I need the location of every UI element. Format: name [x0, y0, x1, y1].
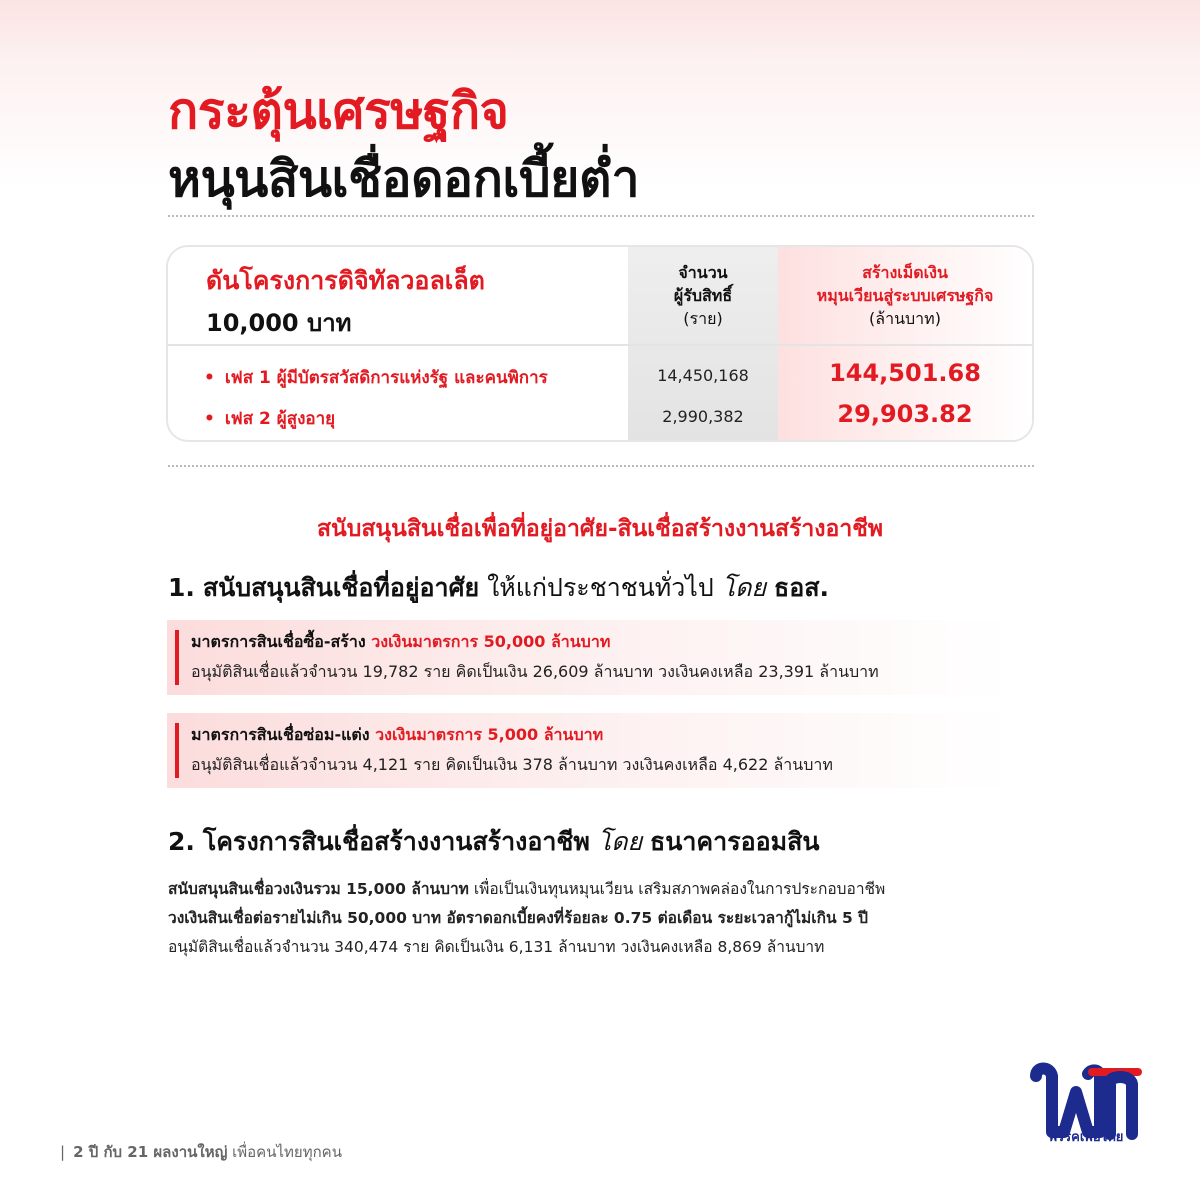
item2-title: โครงการสินเชื่อสร้างงานสร้างอาชีพ: [202, 827, 590, 856]
table-row-label: [204, 405, 335, 432]
item1-by: โดย: [721, 573, 767, 602]
item1-target: ให้แก่ประชาชนทั่วไป: [487, 573, 714, 602]
measure-title: [191, 723, 603, 748]
phase2-recipients: 2,990,382: [662, 407, 744, 426]
item2-approved: อนุมัติสินเชื่อแล้วจำนวน 340,474 ราย คิดเป็นเงิน 6,131 ล้านบาท วงเงินคงเหลือ 8,869 ล้านบาท: [168, 938, 825, 956]
item2-paragraph-1: [168, 876, 885, 901]
recipients-header: [628, 261, 778, 330]
footer-separator: |: [60, 1143, 66, 1161]
item1-number: 1.: [168, 573, 195, 602]
footer-tagline: เพื่อคนไทยทุกคน: [232, 1143, 342, 1161]
accent-bar: [175, 630, 179, 685]
measure-name: มาตรการสินเชื่อซ่อม-แต่ง: [191, 725, 370, 744]
page-title-line2: หนุนสินเชื่อดอกเบี้ยต่ำ: [168, 150, 640, 208]
page-title-line1: กระตุ้นเศรษฐกิจ: [168, 82, 509, 140]
wallet-table-subtitle: 10,000 บาท: [206, 309, 352, 337]
footer: [60, 1140, 342, 1164]
amount-header: [778, 261, 1032, 330]
accent-bar: [175, 723, 179, 778]
recipients-header-unit: (ราย): [683, 309, 723, 328]
table-header-divider: [168, 344, 1032, 346]
phase1-amount: 144,501.68: [829, 359, 981, 387]
item2-org: ธนาคารออมสิน: [650, 827, 820, 856]
measure-name: มาตรการสินเชื่อซื้อ-สร้าง: [191, 632, 366, 651]
wallet-table: [166, 245, 1034, 442]
phase2-label: เฟส 2 ผู้สูงอายุ: [224, 409, 336, 429]
dotted-divider: [168, 465, 1034, 467]
measure-budget: วงเงินมาตรการ 50,000 ล้านบาท: [371, 632, 611, 651]
item2-purpose: เพื่อเป็นเงินทุนหมุนเวียน เสริมสภาพคล่องในการประกอบอาชีพ: [473, 880, 886, 898]
bullet-icon: •: [204, 368, 215, 388]
recipients-header-line1: จำนวน: [678, 263, 728, 282]
table-row-label: [204, 364, 548, 391]
footer-campaign: 2 ปี กับ 21 ผลงานใหญ่: [73, 1143, 228, 1161]
amount-header-unit: (ล้านบาท): [869, 309, 941, 328]
measure-detail: อนุมัติสินเชื่อแล้วจำนวน 4,121 ราย คิดเป็นเงิน 378 ล้านบาท วงเงินคงเหลือ 4,622 ล้านบาท: [191, 755, 833, 774]
item2-by: โดย: [597, 827, 643, 856]
item2-heading: [168, 822, 819, 862]
wallet-table-title: ดันโครงการดิจิทัลวอลเล็ต: [206, 266, 485, 295]
item2-loan-terms: วงเงินสินเชื่อต่อรายไม่เกิน 50,000 บาท อัตราดอกเบี้ยคงที่ร้อยละ 0.75 ต่อเดือน ระยะเวลากู้ไม่เกิน 5 ปี: [168, 909, 868, 927]
logo-text: พรรคเพื่อไทย: [1048, 1130, 1124, 1145]
item2-number: 2.: [168, 827, 195, 856]
amount-header-line2: หมุนเวียนสู่ระบบเศรษฐกิจ: [816, 286, 994, 305]
amount-header-line1: สร้างเม็ดเงิน: [862, 263, 948, 282]
item1-heading: [168, 568, 829, 608]
measure-budget: วงเงินมาตรการ 5,000 ล้านบาท: [375, 725, 604, 744]
phase2-amount: 29,903.82: [837, 400, 973, 428]
section-heading: สนับสนุนสินเชื่อเพื่อที่อยู่อาศัย-สินเชื่อสร้างงานสร้างอาชีพ: [316, 516, 883, 542]
item1-title: สนับสนุนสินเชื่อที่อยู่อาศัย: [202, 573, 480, 602]
bullet-icon: •: [204, 409, 215, 429]
measure-title: [191, 630, 610, 655]
item2-budget: สนับสนุนสินเชื่อวงเงินรวม 15,000 ล้านบาท: [168, 880, 469, 898]
item1-org: ธอส.: [773, 573, 829, 602]
dotted-divider: [168, 215, 1034, 217]
measure-box-repair: [167, 713, 1012, 788]
measure-detail: อนุมัติสินเชื่อแล้วจำนวน 19,782 ราย คิดเป็นเงิน 26,609 ล้านบาท วงเงินคงเหลือ 23,391 ล้านบาท: [191, 662, 879, 681]
phase1-recipients: 14,450,168: [657, 366, 749, 385]
measure-box-buy-build: [167, 620, 1012, 695]
recipients-header-line2: ผู้รับสิทธิ์: [673, 286, 733, 305]
phase1-label: เฟส 1 ผู้มีบัตรสวัสดิการแห่งรัฐ และคนพิการ: [224, 368, 548, 388]
